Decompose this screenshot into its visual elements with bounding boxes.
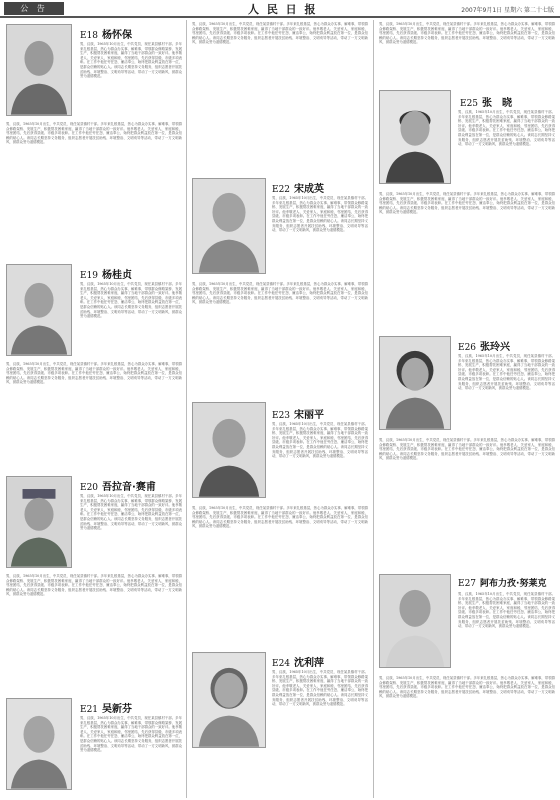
article-text: 男，汉族，1965年10月出生，中共党员，现任某县镇村干部。多年来扎根基层，热心为群众办实事、解难事，带领群众修路架桥、发展生产，积极帮扶困难家庭，赢得了当地干部群众的一致好评。他孝敬老人、关爱家人，家庭和睦，邻里团结，先后获得县级、市级多项表彰。在工作中他任劳任怨、廉洁奉公，始终把群众利益放在第一位，是群众信赖的贴心人。该同志长期坚持义务服务，组织志愿者开展扶贫助残、环境整治、文明劝导等活动，带动了一方文明新风，被群众誉为道德模范。 [458, 110, 555, 147]
column-divider [186, 20, 187, 798]
article-text: 男，汉族，1965年10月出生，中共党员，现任某县镇村干部。多年来扎根基层，热心为群众办实事、解难事，带领群众修路架桥、发展生产，积极帮扶困难家庭，赢得了当地干部群众的一致好评。他孝敬老人、关爱家人，家庭和睦，邻里团结，先后获得县级、市级多项表彰。在工作中他任劳任怨、廉洁奉公，始终把群众利益放在第一位，是群众信赖的贴心人。该同志长期坚持义务服务，组织志愿者开展扶贫助残、环境整治、文明劝导等活动，带动了一方文明新风，被群众誉为道德模范。 [6, 362, 182, 385]
portrait-photo [192, 178, 266, 274]
portrait-photo [379, 90, 451, 184]
article-text: 男，汉族，1965年10月出生，中共党员，现任某县镇村干部。多年来扎根基层，热心为群众办实事、解难事，带领群众修路架桥、发展生产，积极帮扶困难家庭，赢得了当地干部群众的一致好评。他孝敬老人、关爱家人，家庭和睦，邻里团结，先后获得县级、市级多项表彰。在工作中他任劳任怨、廉洁奉公，始终把群众利益放在第一位，是群众信赖的贴心人。该同志长期坚持义务服务，组织志愿者开展扶贫助残、环境整治、文明劝导等活动，带动了一方文明新风，被群众誉为道德模范。 [80, 716, 182, 753]
article-text: 男，汉族，1965年10月出生，中共党员，现任某县镇村干部。多年来扎根基层，热心为群众办实事、解难事，带领群众修路架桥、发展生产，积极帮扶困难家庭，赢得了当地干部群众的一致好评。他孝敬老人、关爱家人，家庭和睦，邻里团结，先后获得县级、市级多项表彰。在工作中他任劳任怨、廉洁奉公，始终把群众利益放在第一位，是群众信赖的贴心人。该同志长期坚持义务服务，组织志愿者开展扶贫助残、环境整治、文明劝导等活动，带动了一方文明新风，被群众誉为道德模范。 [192, 22, 368, 45]
portrait-photo [6, 24, 72, 116]
portrait-photo [6, 264, 72, 356]
person-name: E26 张玲兴 [458, 342, 511, 353]
article-text: 男，汉族，1965年10月出生，中共党员，现任某县镇村干部。多年来扎根基层，热心为群众办实事、解难事，带领群众修路架桥、发展生产，积极帮扶困难家庭，赢得了当地干部群众的一致好评。他孝敬老人、关爱家人，家庭和睦，邻里团结，先后获得县级、市级多项表彰。在工作中他任劳任怨、廉洁奉公，始终把群众利益放在第一位，是群众信赖的贴心人。该同志长期坚持义务服务，组织志愿者开展扶贫助残、环境整治、文明劝导等活动，带动了一方文明新风，被群众誉为道德模范。 [6, 122, 182, 145]
article-text: 男，汉族，1965年10月出生，中共党员，现任某县镇村干部。多年来扎根基层，热心为群众办实事、解难事，带领群众修路架桥、发展生产，积极帮扶困难家庭，赢得了当地干部群众的一致好评。他孝敬老人、关爱家人，家庭和睦，邻里团结，先后获得县级、市级多项表彰。在工作中他任劳任怨、廉洁奉公，始终把群众利益放在第一位，是群众信赖的贴心人。该同志长期坚持义务服务，组织志愿者开展扶贫助残、环境整治、文明劝导等活动，带动了一方文明新风，被群众誉为道德模范。 [272, 196, 368, 233]
article-text: 男，汉族，1965年10月出生，中共党员，现任某县镇村干部。多年来扎根基层，热心为群众办实事、解难事，带领群众修路架桥、发展生产，积极帮扶困难家庭，赢得了当地干部群众的一致好评。他孝敬老人、关爱家人，家庭和睦，邻里团结，先后获得县级、市级多项表彰。在工作中他任劳任怨、廉洁奉公，始终把群众利益放在第一位，是群众信赖的贴心人。该同志长期坚持义务服务，组织志愿者开展扶贫助残、环境整治、文明劝导等活动，带动了一方文明新风，被群众誉为道德模范。 [80, 494, 182, 531]
section-tag: 公 告 [4, 2, 64, 15]
person-name: E24 沈利萍 [272, 658, 325, 669]
article-text: 男，汉族，1965年10月出生，中共党员，现任某县镇村干部。多年来扎根基层，热心为群众办实事、解难事，带领群众修路架桥、发展生产，积极帮扶困难家庭，赢得了当地干部群众的一致好评。他孝敬老人、关爱家人，家庭和睦，邻里团结，先后获得县级、市级多项表彰。在工作中他任劳任怨、廉洁奉公，始终把群众利益放在第一位，是群众信赖的贴心人。该同志长期坚持义务服务，组织志愿者开展扶贫助残、环境整治、文明劝导等活动，带动了一方文明新风，被群众誉为道德模范。 [80, 282, 182, 319]
article-text: 男，汉族，1965年10月出生，中共党员，现任某县镇村干部。多年来扎根基层，热心为群众办实事、解难事，带领群众修路架桥、发展生产，积极帮扶困难家庭，赢得了当地干部群众的一致好评。他孝敬老人、关爱家人，家庭和睦，邻里团结，先后获得县级、市级多项表彰。在工作中他任劳任怨、廉洁奉公，始终把群众利益放在第一位，是群众信赖的贴心人。该同志长期坚持义务服务，组织志愿者开展扶贫助残、环境整治、文明劝导等活动，带动了一方文明新风，被群众誉为道德模范。 [272, 422, 368, 459]
portrait-photo [192, 402, 266, 498]
person-name: E23 宋丽平 [272, 410, 325, 421]
issue-date: 2007年9月1日 星期六 第二十七版 [461, 7, 554, 14]
article-text: 男，汉族，1965年10月出生，中共党员，现任某县镇村干部。多年来扎根基层，热心为群众办实事、解难事，带领群众修路架桥、发展生产，积极帮扶困难家庭，赢得了当地干部群众的一致好评。他孝敬老人、关爱家人，家庭和睦，邻里团结，先后获得县级、市级多项表彰。在工作中他任劳任怨、廉洁奉公，始终把群众利益放在第一位，是群众信赖的贴心人。该同志长期坚持义务服务，组织志愿者开展扶贫助残、环境整治、文明劝导等活动，带动了一方文明新风，被群众誉为道德模范。 [272, 670, 368, 707]
article-text: 男，汉族，1965年10月出生，中共党员，现任某县镇村干部。多年来扎根基层，热心为群众办实事、解难事，带领群众修路架桥、发展生产，积极帮扶困难家庭，赢得了当地干部群众的一致好评。他孝敬老人、关爱家人，家庭和睦，邻里团结，先后获得县级、市级多项表彰。在工作中他任劳任怨、廉洁奉公，始终把群众利益放在第一位，是群众信赖的贴心人。该同志长期坚持义务服务，组织志愿者开展扶贫助残、环境整治、文明劝导等活动，带动了一方文明新风，被群众誉为道德模范。 [379, 192, 555, 215]
article-text: 男，汉族，1965年10月出生，中共党员，现任某县镇村干部。多年来扎根基层，热心为群众办实事、解难事，带领群众修路架桥、发展生产，积极帮扶困难家庭，赢得了当地干部群众的一致好评。他孝敬老人、关爱家人，家庭和睦，邻里团结，先后获得县级、市级多项表彰。在工作中他任劳任怨、廉洁奉公，始终把群众利益放在第一位，是群众信赖的贴心人。该同志长期坚持义务服务，组织志愿者开展扶贫助残、环境整治、文明劝导等活动，带动了一方文明新风，被群众誉为道德模范。 [80, 42, 182, 79]
newspaper-logo: 人 民 日 报 [248, 3, 318, 16]
person-name: E18 杨怀保 [80, 30, 133, 41]
article-text: 男，汉族，1965年10月出生，中共党员，现任某县镇村干部。多年来扎根基层，热心为群众办实事、解难事，带领群众修路架桥、发展生产，积极帮扶困难家庭，赢得了当地干部群众的一致好评。他孝敬老人、关爱家人，家庭和睦，邻里团结，先后获得县级、市级多项表彰。在工作中他任劳任怨、廉洁奉公，始终把群众利益放在第一位，是群众信赖的贴心人。该同志长期坚持义务服务，组织志愿者开展扶贫助残、环境整治、文明劝导等活动，带动了一方文明新风，被群众誉为道德模范。 [379, 676, 555, 699]
person-name: E21 吴新芬 [80, 704, 133, 715]
article-text: 男，汉族，1965年10月出生，中共党员，现任某县镇村干部。多年来扎根基层，热心为群众办实事、解难事，带领群众修路架桥、发展生产，积极帮扶困难家庭，赢得了当地干部群众的一致好评。他孝敬老人、关爱家人，家庭和睦，邻里团结，先后获得县级、市级多项表彰。在工作中他任劳任怨、廉洁奉公，始终把群众利益放在第一位，是群众信赖的贴心人。该同志长期坚持义务服务，组织志愿者开展扶贫助残、环境整治、文明劝导等活动，带动了一方文明新风，被群众誉为道德模范。 [379, 438, 555, 461]
portrait-photo [379, 574, 451, 668]
page-header [0, 0, 560, 18]
article-text: 男，汉族，1965年10月出生，中共党员，现任某县镇村干部。多年来扎根基层，热心为群众办实事、解难事，带领群众修路架桥、发展生产，积极帮扶困难家庭，赢得了当地干部群众的一致好评。他孝敬老人、关爱家人，家庭和睦，邻里团结，先后获得县级、市级多项表彰。在工作中他任劳任怨、廉洁奉公，始终把群众利益放在第一位，是群众信赖的贴心人。该同志长期坚持义务服务，组织志愿者开展扶贫助残、环境整治、文明劝导等活动，带动了一方文明新风，被群众誉为道德模范。 [192, 282, 368, 305]
column-divider [373, 20, 374, 798]
article-text: 男，汉族，1965年10月出生，中共党员，现任某县镇村干部。多年来扎根基层，热心为群众办实事、解难事，带领群众修路架桥、发展生产，积极帮扶困难家庭，赢得了当地干部群众的一致好评。他孝敬老人、关爱家人，家庭和睦，邻里团结，先后获得县级、市级多项表彰。在工作中他任劳任怨、廉洁奉公，始终把群众利益放在第一位，是群众信赖的贴心人。该同志长期坚持义务服务，组织志愿者开展扶贫助残、环境整治、文明劝导等活动，带动了一方文明新风，被群众誉为道德模范。 [192, 506, 368, 529]
portrait-photo [6, 698, 72, 790]
person-name: E25 张 晓 [460, 98, 513, 109]
article-text: 男，汉族，1965年10月出生，中共党员，现任某县镇村干部。多年来扎根基层，热心为群众办实事、解难事，带领群众修路架桥、发展生产，积极帮扶困难家庭，赢得了当地干部群众的一致好评。他孝敬老人、关爱家人，家庭和睦，邻里团结，先后获得县级、市级多项表彰。在工作中他任劳任怨、廉洁奉公，始终把群众利益放在第一位，是群众信赖的贴心人。该同志长期坚持义务服务，组织志愿者开展扶贫助残、环境整治、文明劝导等活动，带动了一方文明新风，被群众誉为道德模范。 [458, 354, 555, 391]
portrait-photo [192, 652, 266, 748]
person-name: E19 杨桂贞 [80, 270, 133, 281]
article-text: 男，汉族，1965年10月出生，中共党员，现任某县镇村干部。多年来扎根基层，热心为群众办实事、解难事，带领群众修路架桥、发展生产，积极帮扶困难家庭，赢得了当地干部群众的一致好评。他孝敬老人、关爱家人，家庭和睦，邻里团结，先后获得县级、市级多项表彰。在工作中他任劳任怨、廉洁奉公，始终把群众利益放在第一位，是群众信赖的贴心人。该同志长期坚持义务服务，组织志愿者开展扶贫助残、环境整治、文明劝导等活动，带动了一方文明新风，被群众誉为道德模范。 [458, 592, 555, 629]
article-text: 男，汉族，1965年10月出生，中共党员，现任某县镇村干部。多年来扎根基层，热心为群众办实事、解难事，带领群众修路架桥、发展生产，积极帮扶困难家庭，赢得了当地干部群众的一致好评。他孝敬老人、关爱家人，家庭和睦，邻里团结，先后获得县级、市级多项表彰。在工作中他任劳任怨、廉洁奉公，始终把群众利益放在第一位，是群众信赖的贴心人。该同志长期坚持义务服务，组织志愿者开展扶贫助残、环境整治、文明劝导等活动，带动了一方文明新风，被群众誉为道德模范。 [379, 22, 555, 45]
person-name: E22 宋成英 [272, 184, 325, 195]
person-name: E20 吾拉音·赛甫 [80, 482, 156, 493]
portrait-photo [379, 336, 451, 430]
person-name: E27 阿布力孜·努莱克 [458, 579, 547, 589]
portrait-photo [6, 476, 72, 568]
article-text: 男，汉族，1965年10月出生，中共党员，现任某县镇村干部。多年来扎根基层，热心为群众办实事、解难事，带领群众修路架桥、发展生产，积极帮扶困难家庭，赢得了当地干部群众的一致好评。他孝敬老人、关爱家人，家庭和睦，邻里团结，先后获得县级、市级多项表彰。在工作中他任劳任怨、廉洁奉公，始终把群众利益放在第一位，是群众信赖的贴心人。该同志长期坚持义务服务，组织志愿者开展扶贫助残、环境整治、文明劝导等活动，带动了一方文明新风，被群众誉为道德模范。 [6, 574, 182, 597]
